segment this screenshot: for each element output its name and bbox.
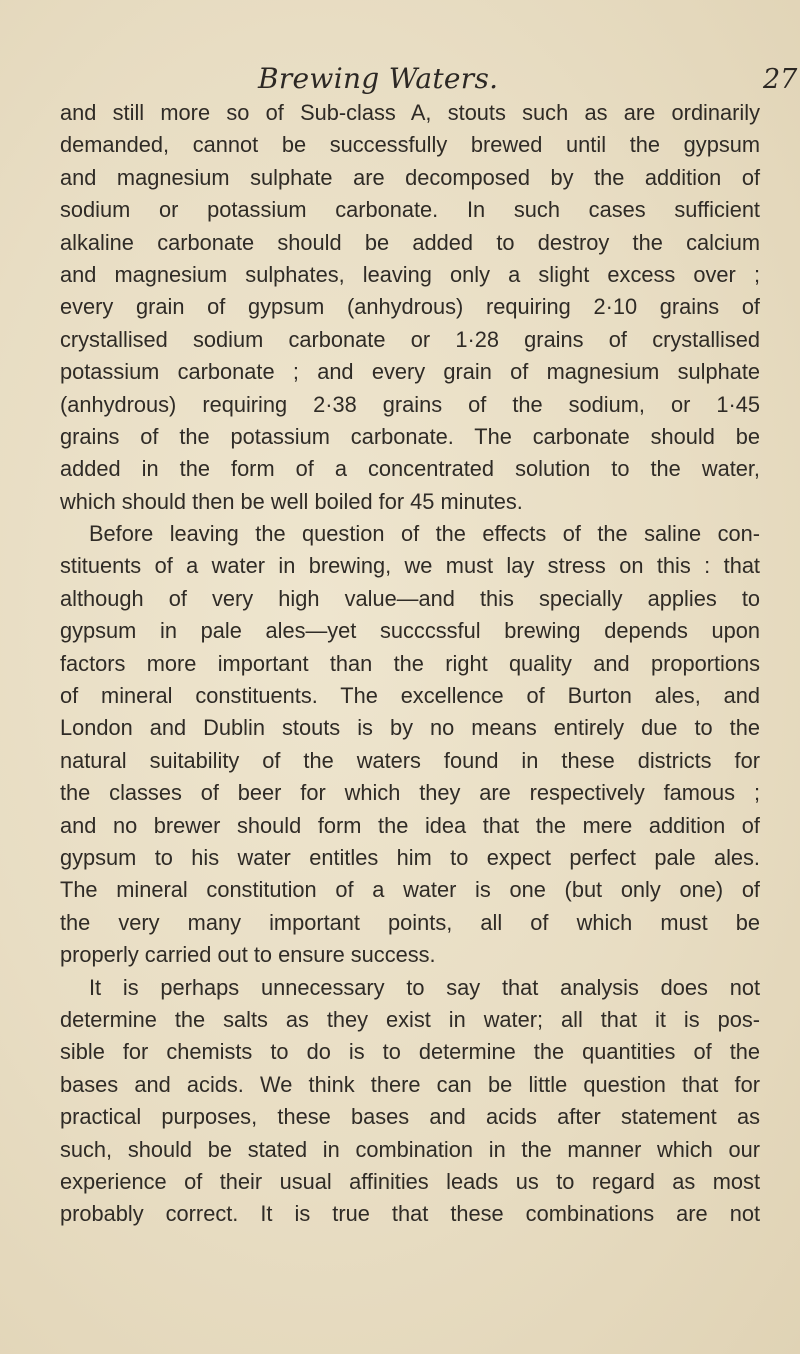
- page-number: 27: [763, 64, 798, 95]
- paragraph-start-line: It is perhaps unnecessary to say that analysis does not: [89, 974, 760, 1000]
- paragraph-end-line: which should then be well boiled for 45 minutes.: [60, 488, 523, 514]
- text-line: gypsum in pale ales—yet succcssful brewing depends upon: [60, 618, 760, 644]
- text-line: and no brewer should form the idea that the mere addition of: [60, 812, 760, 838]
- text-line: demanded, cannot be successfully brewed until the gypsum: [60, 132, 760, 158]
- text-line: sible for chemists to do is to determine the quantities of the: [60, 1039, 760, 1065]
- text-line: sodium or potassium carbonate. In such cases sufficient: [60, 197, 760, 223]
- text-line: stituents of a water in brewing, we must lay stress on this : that: [60, 553, 760, 579]
- text-line: and magnesium sulphates, leaving only a slight excess over ;: [60, 261, 760, 287]
- text-line: the classes of beer for which they are respectively famous ;: [60, 780, 760, 806]
- text-line: added in the form of a concentrated solution to the water,: [60, 456, 760, 482]
- text-line: such, should be stated in combination in the manner which our: [60, 1136, 760, 1162]
- text-line: natural suitability of the waters found in these districts for: [60, 747, 760, 773]
- paragraph-start-line: Before leaving the question of the effects of the saline con-: [89, 521, 760, 547]
- text-line: bases and acids. We think there can be little question that for: [60, 1071, 760, 1097]
- text-line: grains of the potassium carbonate. The carbonate should be: [60, 423, 760, 449]
- text-line: factors more important than the right quality and proportions: [60, 650, 760, 676]
- text-line: (anhydrous) requiring 2·38 grains of the sodium, or 1·45: [60, 391, 760, 417]
- text-line: gypsum to his water entitles him to expect perfect pale ales.: [60, 844, 760, 870]
- text-line: London and Dublin stouts is by no means entirely due to the: [60, 715, 760, 741]
- text-line: alkaline carbonate should be added to destroy the calcium: [60, 229, 760, 255]
- text-line: and magnesium sulphate are decomposed by the addition of: [60, 164, 760, 190]
- text-line: determine the salts as they exist in water; all that it is pos-: [60, 1006, 760, 1032]
- running-head: [0, 58, 800, 102]
- text-line: The mineral constitution of a water is one (but only one) of: [60, 877, 760, 903]
- text-line: although of very high value—and this specially applies to: [60, 585, 760, 611]
- text-line: practical purposes, these bases and acids after statement as: [60, 1104, 760, 1130]
- body-text: [60, 97, 760, 1231]
- text-line: of mineral constituents. The excellence of Burton ales, and: [60, 683, 760, 709]
- text-line: crystallised sodium carbonate or 1·28 grains of crystallised: [60, 326, 760, 352]
- text-line: every grain of gypsum (anhydrous) requiring 2·10 grains of: [60, 294, 760, 320]
- text-line: potassium carbonate ; and every grain of magnesium sulphate: [60, 359, 760, 385]
- running-title: Brewing Waters.: [258, 62, 499, 95]
- text-line: the very many important points, all of which must be: [60, 909, 760, 935]
- text-line: experience of their usual affinities leads us to regard as most: [60, 1168, 760, 1194]
- text-line: probably correct. It is true that these combinations are not: [60, 1201, 760, 1227]
- paragraph-end-line: properly carried out to ensure success.: [60, 942, 436, 968]
- text-line: and still more so of Sub-class A, stouts such as are ordinarily: [60, 100, 760, 125]
